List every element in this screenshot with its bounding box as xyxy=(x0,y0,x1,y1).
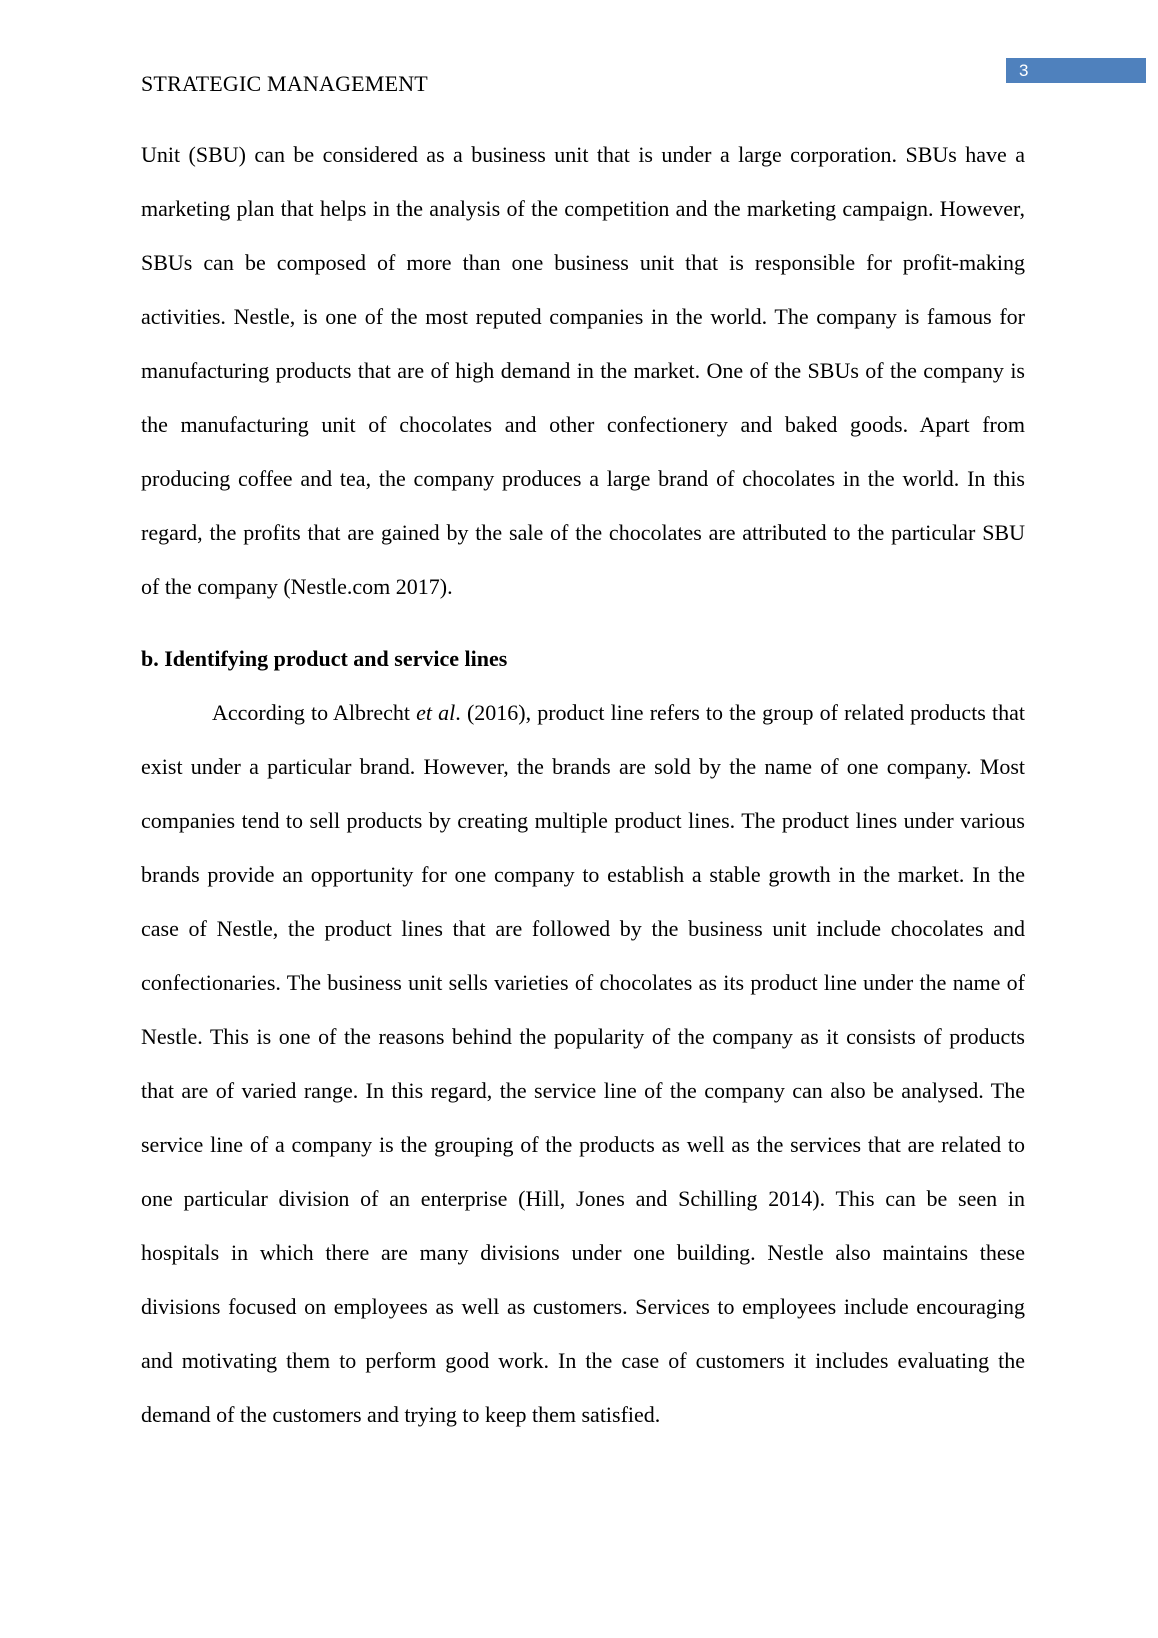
section-heading: b. Identifying product and service lines xyxy=(141,646,508,671)
body-paragraph-sbu: Unit (SBU) can be considered as a business unit that is under a large corporation. SBUs have a marketing plan that helps in the analysis of the competition and the marketing campaign. However, SBUs can be composed of more than one business unit that is responsible for profit-making activities. Nestle, is one of the most reputed companies in the world. The company is famous for manufacturing products that are of high demand in the market. One of the SBUs of the company is the manufacturing unit of chocolates and other confectionery and baked goods. Apart from producing coffee and tea, the company produces a large brand of chocolates in the world. In this regard, the profits that are gained by the sale of the chocolates are attributed to the particular SBU of the company (Nestle.com 2017). xyxy=(141,142,1025,599)
page-number-badge xyxy=(1006,58,1146,83)
italic-citation: et al xyxy=(416,700,456,725)
running-header-title: STRATEGIC MANAGEMENT xyxy=(141,71,428,96)
body-paragraph-product-lines xyxy=(141,686,1025,1442)
paragraph-body-text: . (2016), product line refers to the group of related products that exist under a particular brand. However, the brands are sold by the name of one company. Most companies tend to sell products by creating multiple product lines. The product lines under various brands provide an opportunity for one company to establish a stable growth in the market. In the case of Nestle, the product lines that are followed by the business unit include chocolates and confectionaries. The business unit sells varieties of chocolates as its product line under the name of Nestle. This is one of the reasons behind the popularity of the company as it consists of products that are of varied range. In this regard, the service line of the company can also be analysed. The service line of a company is the grouping of the products as well as the services that are related to one particular division of an enterprise (Hill, Jones and Schilling 2014). This can be seen in hospitals in which there are many divisions under one building. Nestle also maintains these divisions focused on employees as well as customers. Services to employees include encouraging and motivating them to perform good work. In the case of customers it includes evaluating the demand of the customers and trying to keep them satisfied. xyxy=(141,700,1025,1427)
page-number: 3 xyxy=(1019,61,1029,80)
paragraph-intro-text: According to Albrecht xyxy=(212,700,417,725)
